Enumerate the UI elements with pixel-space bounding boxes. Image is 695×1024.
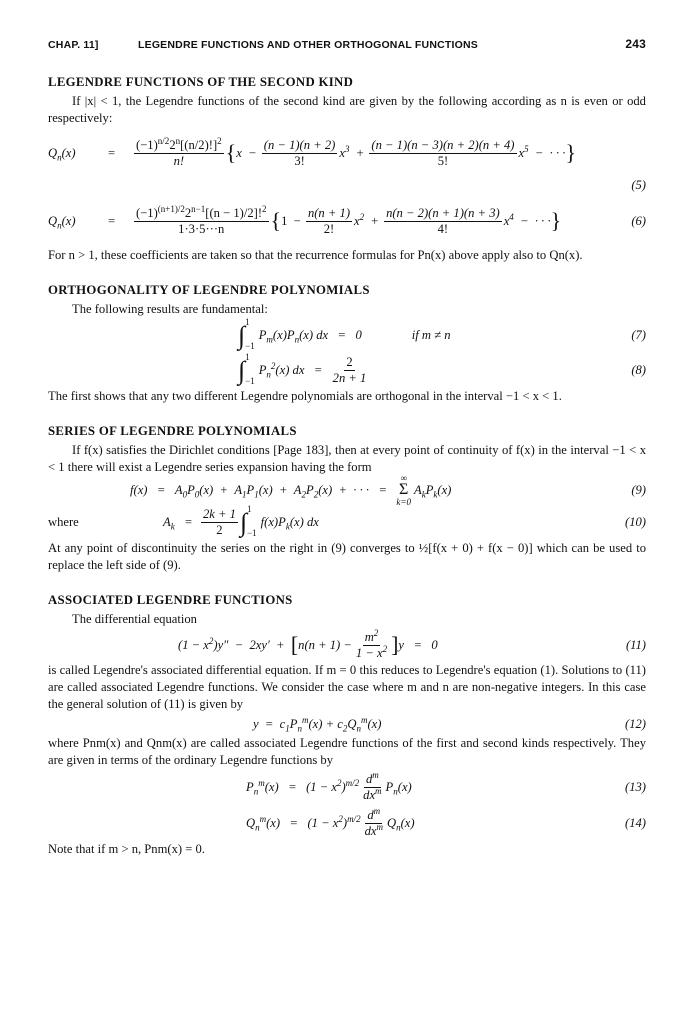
equation-label: (9) [631,482,646,497]
paragraph: The following results are fundamental: [72,302,268,316]
section-associated [48,592,646,858]
equation-13: $P_n^m(x) = (1 - x^2)^{m/2}$ $\frac{d^m}{dx^m}$ $P_n(x)$ (13) [246,769,646,802]
equation-7: ∫ $^1$ $_{-1}$ $P_m(x)P_n(x)$ dx = 0 if m ≠ n (7) [238,317,646,351]
equation-6: $Q_n(x)$ = $\frac{(-1)^{(n+1)/2}2^{n-1}[(n - 1)/2]!^2}{1\cdot 3\cdot 5\cdot\cdot\cdot n}$ { 1 − $\frac{n(n + 1)}{2!}$ $x^2$ + $\frac{n(n - 2)(n + 1)(n + 3)}{4!}$ $x^4$ − · · · } (6) [48,203,646,236]
equation-label: (10) [625,514,646,529]
paragraph: is called Legendre's associated differential equation. If m = 0 this reduces to Legendre's equation (1). Solutions to (11) are called associated Legendre functions. We consider the case where m and n are non-negative integers. In this case the general solution of (11) is given by [48,663,646,711]
equation-label: (12) [625,716,646,731]
equation-11: $(1 - x^2)y'' - 2xy'$ + [ n(n + 1) − $\frac{m^2}{1 - x^2}$ ] y = 0 (11) [178,627,646,660]
section-title: ASSOCIATED LEGENDRE FUNCTIONS [48,593,293,607]
section-title: ORTHOGONALITY OF LEGENDRE POLYNOMIALS [48,283,370,297]
equation-label: (14) [625,815,646,830]
running-title: LEGENDRE FUNCTIONS AND OTHER ORTHOGONAL FUNCTIONS [138,39,478,51]
equation-label: (5) [631,177,646,192]
paragraph: The differential equation [72,612,197,626]
equation-label: (7) [631,327,646,342]
equation-condition: if m ≠ n [411,327,451,342]
paragraph: where Pnm(x) and Qnm(x) are called associated Legendre functions of the first and second kinds respectively. They are given in terms of the ordinary Legendre functions by [48,736,646,767]
equation-label: (8) [631,362,646,377]
paragraph: If |x| < 1, the Legendre functions of the second kind are given by the following according as n is even or odd respectively: [48,94,646,125]
equation-14: $Q_n^m(x) = (1 - x^2)^{m/2}$ $\frac{d^m}{dx^m}$ $Q_n(x)$ (14) [246,805,646,838]
section-title: LEGENDRE FUNCTIONS OF THE SECOND KIND [48,75,354,89]
page-number: 243 [625,37,646,51]
where-label: where [48,514,79,529]
paragraph: For n > 1, these coefficients are taken so that the recurrence formulas for Pn(x) above apply also to Qn(x). [48,248,583,262]
section-series [48,423,646,574]
section-title: SERIES OF LEGENDRE POLYNOMIALS [48,424,297,438]
equation-12: $y = c_1P_n^m(x) + c_2Q_n^m(x)$ (12) [253,714,646,734]
equation-label: (6) [631,213,646,228]
equation-lhs: $Q_n(x)$ [48,145,76,163]
section-second-kind [48,74,646,264]
equation-label: (11) [625,637,646,652]
page-header [48,36,646,54]
paragraph: The first shows that any two different Legendre polynomials are orthogonal in the interval −1 < x < 1. [48,389,562,403]
paragraph: At any point of discontinuity the series on the right in (9) converges to ½[f(x + 0) + f(x − 0)] which can be used to replace the left side of (9). [48,541,646,572]
equation-9: $f(x) = A_0P_0(x) + A_1P_1(x) + A_2P_2(x)$ + · · · = ∞ Σ k=0 $A_kP_k(x)$ (9) [130,473,646,507]
section-orthogonality [48,282,646,405]
equation-label: (13) [625,779,646,794]
paragraph: If f(x) satisfies the Dirichlet conditions [Page 183], then at every point of continuity of f(x) in the interval −1 < x < 1 there will exist a Legendre series expansion having the form [48,443,646,474]
equation-5: $Q_n(x)$ = $\frac{(-1)^{n/2}2^n[(n/2)!]^2}{n!}$ { x − $\frac{(n - 1)(n + 2)}{3!}$ $x^3$ + $\frac{(n - 1)(n - 3)(n + 2)(n + 4)}{5!}$ $x^5$ − · · · } (5) [48,135,646,192]
page [48,36,646,876]
chapter-label: CHAP. 11] [48,39,99,51]
equation-10: where $A_k$ = $\frac{2k + 1}{2}$ ∫ $^1$ $_{-1}$ $f(x)P_k(x)$ dx (10) [48,504,646,538]
paragraph: Note that if m > n, Pnm(x) = 0. [48,842,205,856]
equation-8: ∫ $^1$ $_{-1}$ $P_n^2(x)$ dx = $\frac{2}{2n + 1}$ (8) [238,352,646,386]
